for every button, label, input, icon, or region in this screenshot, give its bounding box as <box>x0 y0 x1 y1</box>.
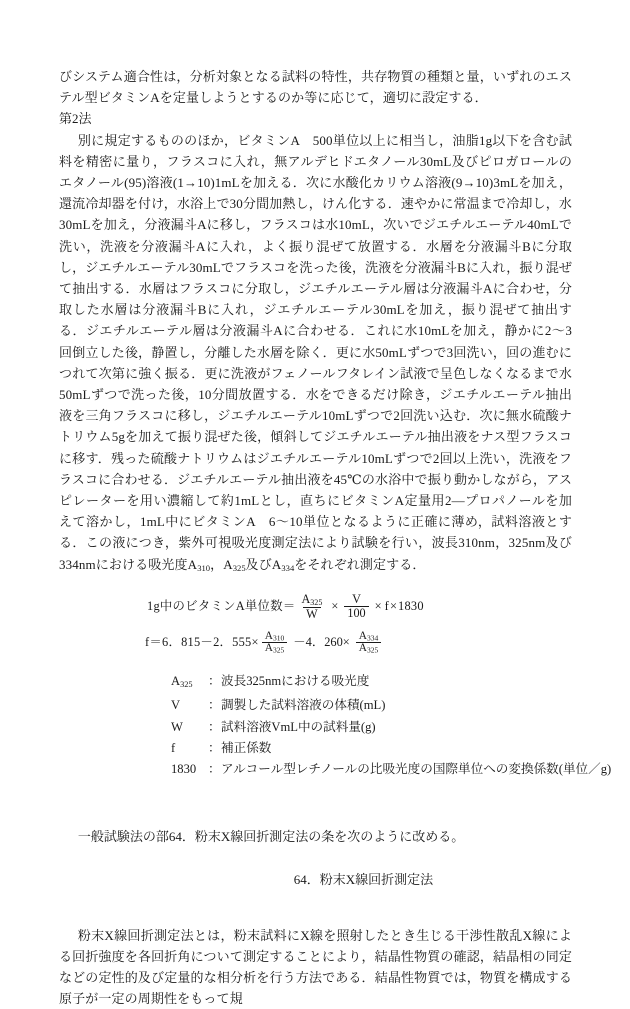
formula-two-num2-symbol: A <box>358 629 368 642</box>
formula-one-num-symbol: A <box>301 591 311 606</box>
formula-one-lead: 1g中のビタミンA単位数＝ <box>147 599 296 614</box>
formula-one-constant: 1830 <box>398 599 424 614</box>
definition-row <box>171 738 572 759</box>
absorbance-sub-334: 334 <box>281 562 295 573</box>
formula-two-num-subscript: 310 <box>272 633 285 643</box>
formula-one-factor-f: f <box>384 599 390 614</box>
definition-row <box>171 695 572 716</box>
spacer-before-heading <box>59 847 572 869</box>
formula-section <box>59 593 572 656</box>
definition-description: 補正係数 <box>221 740 272 755</box>
definition-colon: ： <box>208 698 221 713</box>
definition-description: アルコール型レチノールの比吸光度の国際単位への変換係数(単位／g) <box>221 761 612 776</box>
definition-colon: ： <box>208 740 221 755</box>
formula-one-times-1: × <box>331 599 339 614</box>
continued-paragraph: びシステム適合性は，分析対象となる試料の特性，共存物質の種類と量，いずれのエステル型ビタミンAを定量しようとするのか等に応じて，適切に設定する． <box>59 69 572 106</box>
definition-term: 1830 <box>171 761 197 776</box>
definition-row <box>171 671 572 695</box>
formula-correction-factor <box>145 631 572 656</box>
spacer-before-intro <box>59 891 572 925</box>
amendment-note: 一般試験法の部64．粉末X線回折測定法の条を次のように改める。 <box>77 829 465 845</box>
formula-one-fraction-v-100 <box>344 593 368 619</box>
symbol-definitions-list <box>59 671 612 780</box>
formula-two-lead: f＝6．815－2．555× <box>145 635 259 650</box>
section-intro-paragraph: 粉末X線回折測定法とは，粉末試料にX線を照射したとき生じる干渉性散乱X線による回折強度を各回折角について測定することにより，結晶性物質の確認，結晶相の同定などの定性的及び定量的な相分析を行う方法である．結晶性物質では，物質を構成する原子が一定の周期性をもって規 <box>59 927 572 1007</box>
absorbance-tail: をそれぞれ測定する． <box>294 556 426 572</box>
formula-one-num-subscript: 325 <box>310 597 323 607</box>
definition-colon: ： <box>208 674 221 689</box>
definition-term-subscript: 325 <box>180 680 193 690</box>
formula-two-fraction-a310-a325 <box>262 631 288 656</box>
formula-one-num-v: V <box>352 592 361 607</box>
definition-row <box>171 759 612 780</box>
absorbance-sep-2: 及びA <box>245 556 282 572</box>
formula-one-den-100: 100 <box>344 606 368 620</box>
definition-description: 試料溶液VmL中の試料量(g) <box>221 719 376 734</box>
definition-term: V <box>171 698 181 713</box>
method-paragraph <box>59 130 572 579</box>
formula-two-den2-symbol: A <box>358 642 368 655</box>
method-heading: 第2法 <box>59 111 92 127</box>
definition-term-symbol: A <box>171 674 181 689</box>
spacer-before-amendment <box>59 780 572 826</box>
definition-term <box>171 671 208 695</box>
absorbance-sep-1: ，A <box>210 556 233 572</box>
formula-two-num2-subscript: 334 <box>367 633 379 643</box>
formula-two-den-subscript: 325 <box>272 646 285 656</box>
formula-one-times-2: × <box>374 599 382 614</box>
definition-term: f <box>171 740 176 755</box>
formula-two-den2-a325 <box>356 642 382 655</box>
formula-two-num-symbol: A <box>264 629 273 642</box>
formula-two-num-a334 <box>356 631 382 643</box>
section-heading: 64．粉末X線回折測定法 <box>293 872 434 888</box>
definition-row <box>171 717 572 738</box>
formula-two-fraction-a334-a325 <box>356 631 382 656</box>
formula-two-den2-subscript: 325 <box>367 646 379 656</box>
absorbance-sub-325: 325 <box>232 562 246 573</box>
definition-description: 波長325nmにおける吸光度 <box>221 674 370 689</box>
definition-colon: ： <box>208 761 221 776</box>
formula-two-middle-operator: －4．260× <box>293 635 350 650</box>
formula-one-denominator: W <box>303 607 321 621</box>
absorbance-sub-310: 310 <box>197 562 211 573</box>
method-paragraph-text: 別に規定するもののほか，ビタミンA 500単位以上に相当し，油脂1g以下を含む試料を精密に量り，フラスコに入れ，無アルデヒドエタノール30mL及びピロガロールのエタノール(95)溶液(1→10)1mLを加える．次に水酸化カリウム溶液(9→10)3mLを加え，還流冷却器を付け，水浴上で30分間加熱し，けん化する．速やかに常温まで冷却し，水30mLを加え，分液漏斗Aに移し，フラスコは水10mL，次いでジエチルエーテル40mLで洗い，洗液を分液漏斗Aに入れ，よく振り混ぜて放置する．水層を分液漏斗Bに分取し，ジエチルエーテル30mLでフラスコを洗った後，洗液を分液漏斗Bに入れ，振り混ぜて抽出する．水層はフラスコに分取し，ジエチルエーテル層は分液漏斗Aに合わせ，分取した水層は分液漏斗Bに入れ，ジエチルエーテル30mLを加え，振り混ぜて抽出する．ジエチルエーテル層は分液漏斗Aに合わせる．これに水10mLを加え，静かに2〜3回倒立した後，静置し，分離した水層を除く．更に水50mLずつで3回洗い，回の進むにつれて次第に強く振る．更に洗液がフェノールフタレイン試液で呈色しなくなるまで水50mLずつで洗った後，10分間放置する．水をできるだけ除き，ジエチルエーテル抽出液を三角フラスコに移し，ジエチルエーテル10mLずつで2回洗い込む．次に無水硫酸ナトリウム5gを加えて振り混ぜた後，傾斜してジエチルエーテル抽出液をナス型フラスコに移す．残った硫酸ナトリウムはジエチルエーテル10mLずつで2回以上洗い，洗液をフラスコに合わせる．ジエチルエーテル抽出液を45℃の水浴中で振り動かしながら，アスピレーターを用い濃縮して約1mLとし，直ちにビタミンA定量用2—プロパノールを加えて溶かし，1mL中にビタミンA 6〜10単位となるように正確に薄め，試料溶液とする．この液につき，紫外可視吸光度測定法により試験を行い，波長310nm，325nm及び334nmにおける吸光度A <box>59 132 572 572</box>
formula-vitamin-a-units <box>147 593 572 621</box>
formula-two-den-a325 <box>262 642 288 655</box>
formula-one-numerator <box>298 593 325 607</box>
formula-two-num-a310 <box>262 631 288 643</box>
formula-two-den-symbol: A <box>264 642 273 655</box>
definition-description: 調製した試料溶液の体積(mL) <box>221 698 386 713</box>
definition-colon: ： <box>208 719 221 734</box>
page-content <box>59 66 612 1009</box>
definition-term: W <box>171 719 183 734</box>
formula-one-fraction-a325-w <box>298 593 325 621</box>
formula-one-times-3: × <box>390 599 398 614</box>
